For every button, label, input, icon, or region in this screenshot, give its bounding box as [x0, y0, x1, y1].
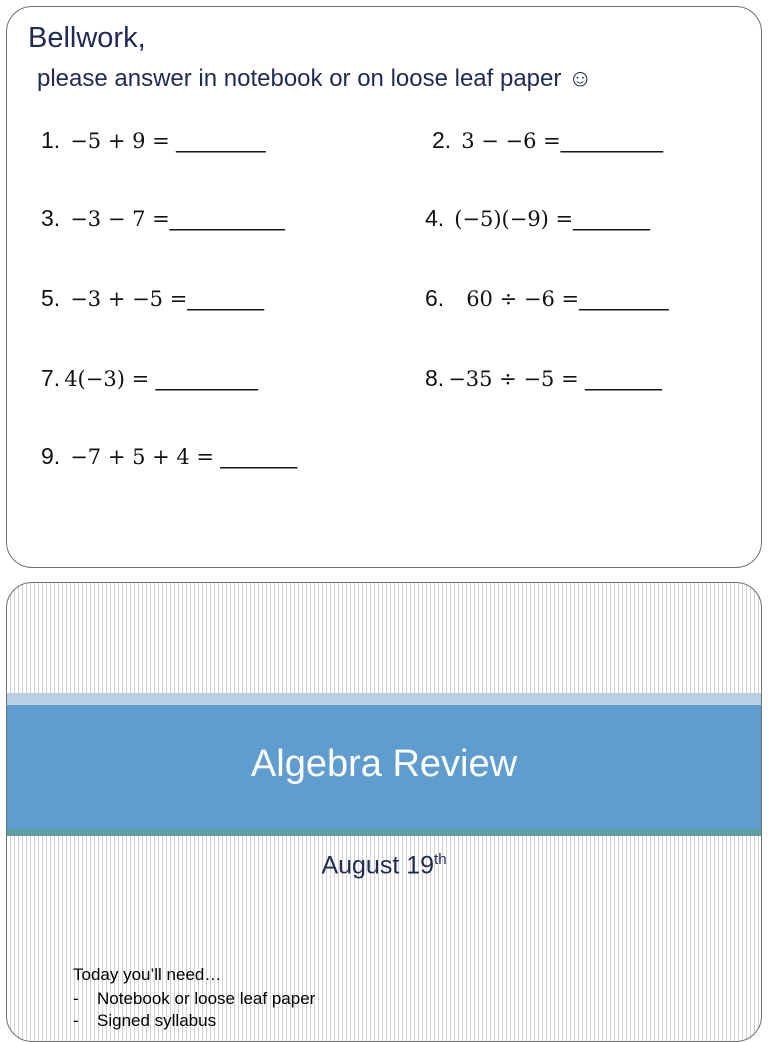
problem-expression: 3 − −6 = — [461, 129, 561, 153]
problem-expression: (−5)(−9) = — [454, 207, 574, 231]
answer-blank: ______ — [220, 443, 298, 469]
title-band-top-stripe — [7, 693, 761, 705]
answer-blank: _______ — [176, 127, 266, 153]
date-text: August 19 — [321, 851, 435, 880]
answer-blank: _________ — [169, 205, 285, 231]
bellwork-slide — [6, 6, 762, 568]
problem-expression: −3 + −5 = — [70, 287, 188, 311]
problem-8 — [425, 365, 662, 392]
problem-number: 9. — [41, 443, 61, 469]
problem-number: 2. — [432, 127, 452, 153]
bullet-dash: - — [73, 1011, 79, 1030]
bullet-dash: - — [73, 989, 79, 1008]
bellwork-title: Bellwork, — [28, 22, 146, 54]
supply-item-label: Notebook or loose leaf paper — [97, 989, 316, 1008]
problem-number: 4. — [425, 205, 445, 231]
problem-number: 7. — [41, 365, 61, 391]
problem-4 — [425, 205, 650, 232]
problem-7 — [41, 365, 258, 392]
supply-item-label: Signed syllabus — [97, 1011, 217, 1030]
problem-9 — [41, 443, 297, 470]
problem-expression: −35 ÷ −5 = — [448, 367, 579, 391]
answer-blank: ______ — [573, 205, 650, 231]
problem-number: 1. — [41, 127, 61, 153]
problem-6 — [425, 285, 669, 312]
algebra-review-slide — [6, 582, 762, 1042]
slide-date — [7, 851, 761, 880]
problem-1 — [41, 127, 266, 154]
answer-blank: ________ — [560, 127, 664, 153]
problem-number: 8. — [425, 365, 445, 391]
problem-2 — [432, 127, 663, 154]
slide-title: Algebra Review — [250, 743, 518, 785]
date-suffix: th — [434, 851, 447, 868]
answer-blank: ______ — [585, 365, 662, 391]
problem-5 — [41, 285, 264, 312]
title-band-bottom-stripe — [7, 829, 761, 836]
answer-blank: ______ — [187, 285, 265, 311]
problem-expression: −7 + 5 + 4 = — [70, 445, 215, 469]
answer-blank: ________ — [155, 365, 258, 391]
answer-blank: _______ — [579, 285, 669, 311]
supply-item — [73, 989, 315, 1009]
problem-number: 6. — [425, 285, 445, 311]
supply-item — [73, 1011, 216, 1031]
problem-3 — [41, 205, 285, 232]
problem-expression: 60 ÷ −6 = — [466, 287, 580, 311]
problem-number: 5. — [41, 285, 61, 311]
bellwork-instructions: please answer in notebook or on loose leaf paper ☺ — [37, 65, 593, 92]
supplies-heading: Today you’ll need… — [73, 965, 222, 984]
problem-expression: 4(−3) = — [64, 367, 150, 391]
problem-number: 3. — [41, 205, 61, 231]
problem-expression: −3 − 7 = — [70, 207, 170, 231]
problem-expression: −5 + 9 = — [70, 129, 170, 153]
